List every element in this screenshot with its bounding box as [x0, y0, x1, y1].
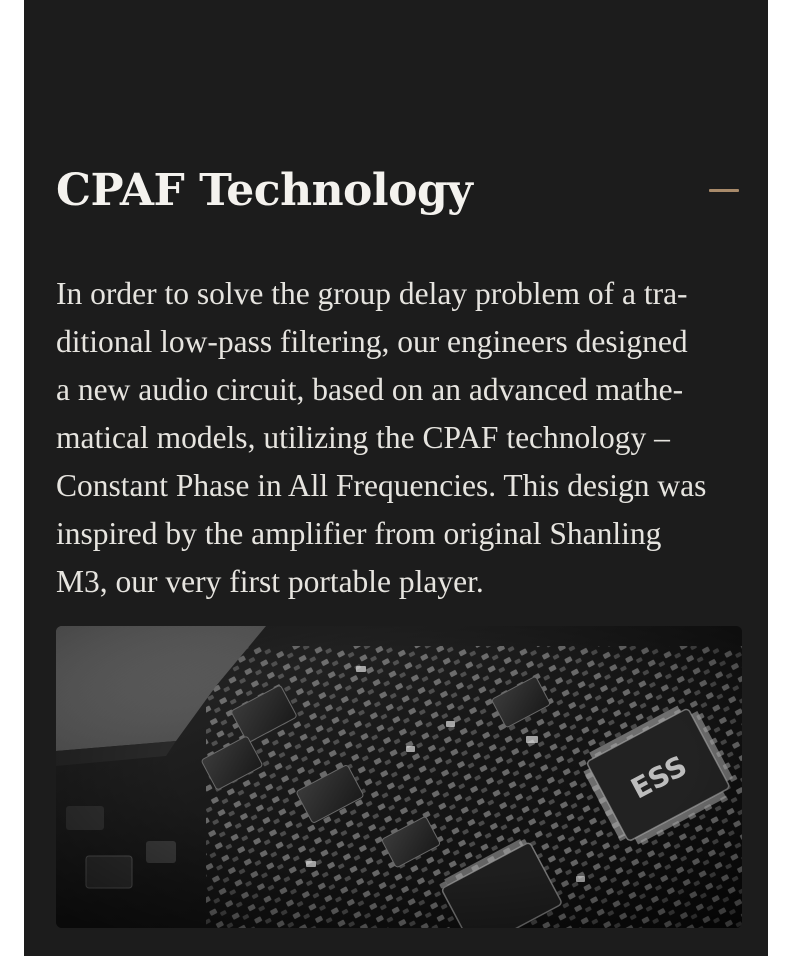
description-line: M3, our very first portable player. [56, 564, 484, 599]
section-header[interactable] [56, 158, 742, 228]
description-line: Constant Phase in All Frequencies. This design was [56, 468, 707, 503]
circuit-board-image [56, 626, 742, 928]
description-line: a new audio circuit, based on an advanced mathe- [56, 372, 684, 407]
section-title: CPAF Technology [56, 165, 473, 216]
cpaf-section [24, 0, 768, 956]
minus-icon [709, 189, 739, 192]
description-line: matical models, utilizing the CPAF technology – [56, 420, 670, 455]
section-description [56, 270, 756, 606]
collapse-toggle-button[interactable] [706, 178, 742, 204]
description-line: ditional low-pass filtering, our engineers designed [56, 324, 688, 359]
description-line: inspired by the amplifier from original Shanling [56, 516, 662, 551]
description-line: In order to solve the group delay problem of a tra- [56, 276, 688, 311]
circuit-board-illustration [56, 626, 742, 928]
